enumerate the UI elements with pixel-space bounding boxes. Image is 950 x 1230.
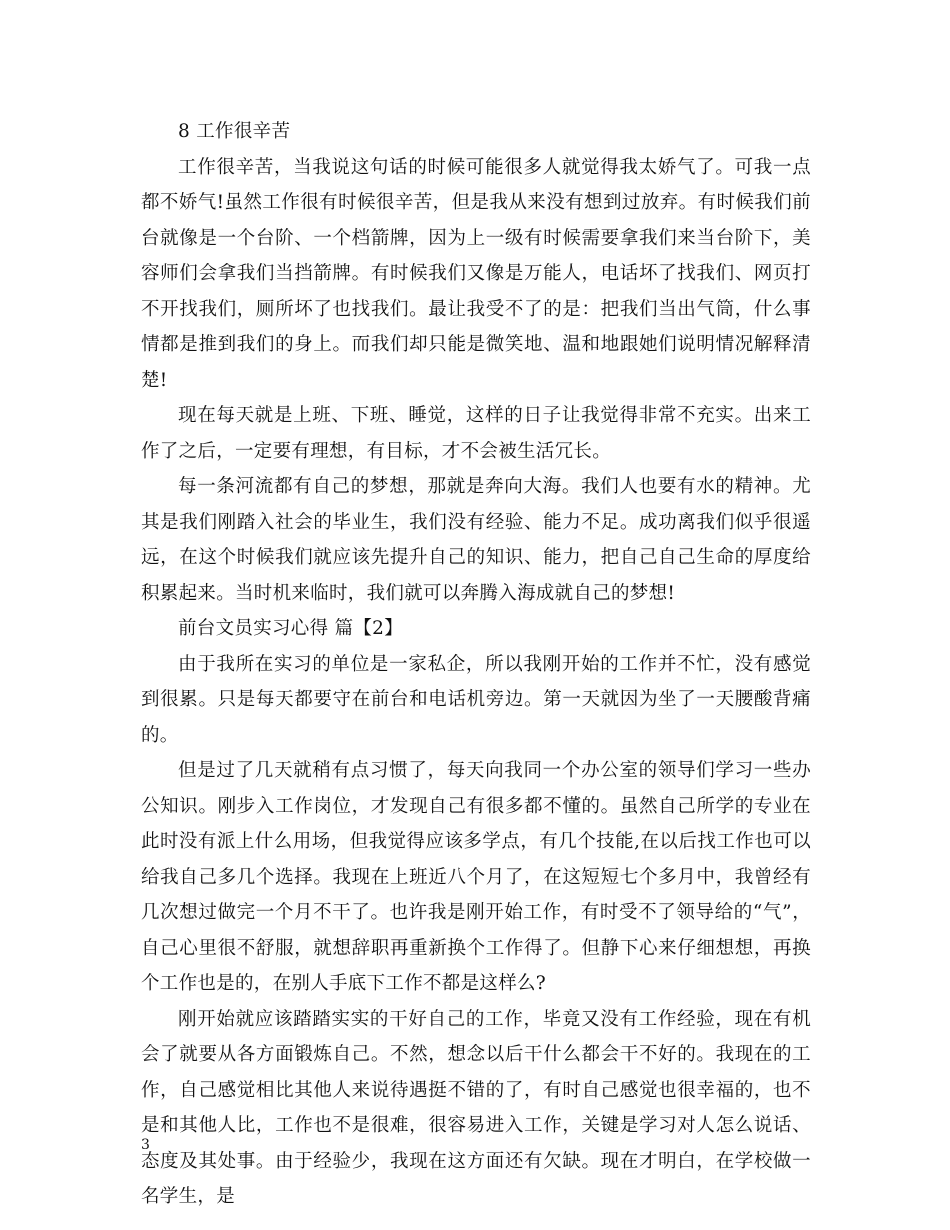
section-heading-hard-work: 8 工作很辛苦 [178,121,291,142]
paragraph: 但是过了几天就稍有点习惯了，每天向我同一个办公室的领导们学习一些办公知识。刚步入工作岗位，才发现自己有很多都不懂的。虽然自己所学的专业在此时没有派上什么用场，但我觉得应该多学点，有几个技能,在以后找工作也可以给我自己多几个选择。我现在上班近八个月了，在这短短七个多月中，我曾经有几次想过做完一个月不干了。也许我是刚开始工作，有时受不了领导给的“气”， 自己心里很不舒服，就想辞职再重新换个工作得了。但静下心来仔细想想，再换个工作也是的，在别人手底下工作不都是这样么? [141,760,811,994]
paragraph: 现在每天就是上班、下班、睡觉，这样的日子让我觉得非常不充实。出来工作了之后，一定要有理想，有目标，才不会被生活冗长。 [141,405,811,462]
paragraph: 工作很辛苦，当我说这句话的时候可能很多人就觉得我太娇气了。可我一点都不娇气!虽然工作很有时候很辛苦，但是我从来没有想到过放弃。有时候我们前台就像是一个台阶、一个档箭牌，因为上一级有时候需要拿我们来当台阶下，美容师们会拿我们当挡箭牌。有时候我们又像是万能人，电话坏了找我们、网页打不开找我们，厕所坏了也找我们。最让我受不了的是：把我们当出气筒，什么事情都是推到我们的身上。而我们却只能是微笑地、温和地跟她们说明情况解释清楚! [141,156,811,391]
paragraph: 由于我所在实习的单位是一家私企，所以我刚开始的工作并不忙，没有感觉到很累。只是每天都要守在前台和电话机旁边。第一天就因为坐了一天腰酸背痛的。 [141,653,811,746]
paragraph: 每一条河流都有自己的梦想，那就是奔向大海。我们人也要有水的精神。尤其是我们刚踏入社会的毕业生，我们没有经验、能力不足。成功离我们似乎很遥远，在这个时候我们就应该先提升自己的知识、能力，把自己自己生命的厚度给积累起来。当时机来临时，我们就可以奔腾入海成就自己的梦想! [141,476,811,604]
section-heading-internship-2: 前台文员实习心得 篇【2】 [178,618,404,639]
page-number: 3 [141,1137,150,1153]
document-body [141,114,811,1215]
paragraph: 刚开始就应该踏踏实实的干好自己的工作，毕竟又没有工作经验，现在有机会了就要从各方面锻炼自己。不然，想念以后干什么都会干不好的。我现在的工作，自己感觉相比其他人来说待遇挺不错的了，有时自己感觉也很幸福的，也不是和其他人比，工作也不是很难，很容易进入工作，关键是学习对人怎么说话、态度及其处事。由于经验少，我现在这方面还有欠缺。现在才明白，在学校做一名学生，是 [141,1008,811,1207]
